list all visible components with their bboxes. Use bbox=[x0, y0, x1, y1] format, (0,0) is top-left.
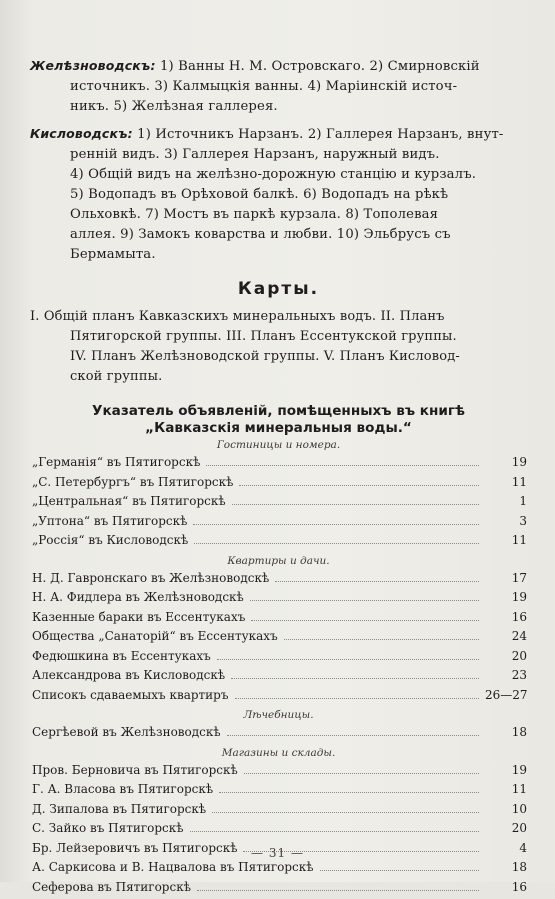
index-row bbox=[30, 782, 527, 802]
dot-leader bbox=[320, 870, 479, 871]
index-row bbox=[30, 610, 527, 630]
page-reference: 18 bbox=[485, 860, 527, 874]
index-row bbox=[30, 590, 527, 610]
advertiser-label: Пров. Берновича въ Пятигорскѣ bbox=[32, 763, 238, 777]
index-heading-line1: Указатель объявленій, помѣщенныхъ въ книгѣ bbox=[30, 403, 527, 420]
dot-leader bbox=[217, 659, 479, 660]
page-reference: 20 bbox=[485, 649, 527, 663]
dot-leader bbox=[190, 831, 479, 832]
entry-line: 4) Общій видъ на желѣзно-дорожную станцію и курзалъ. bbox=[30, 165, 527, 185]
advertiser-label: Сеферова въ Пятигорскѣ bbox=[32, 880, 191, 894]
dot-leader bbox=[250, 600, 479, 601]
entry-first-line: 1) Ванны Н. М. Островскаго. 2) Смирновскій bbox=[156, 59, 480, 74]
dot-leader bbox=[227, 735, 479, 736]
index-row bbox=[30, 494, 527, 514]
page-reference: 11 bbox=[485, 475, 527, 489]
place-name: Желѣзноводскъ: bbox=[30, 58, 156, 73]
entry-line: источникъ. 3) Калмыцкія ванны. 4) Маріинскій источ- bbox=[30, 77, 527, 97]
page-reference: 16 bbox=[485, 880, 527, 894]
advertiser-label: „Германія“ въ Пятигорскѣ bbox=[32, 455, 200, 469]
entry-first-line: 1) Источникъ Нарзанъ. 2) Галлерея Нарзанъ, внут- bbox=[133, 127, 504, 142]
page-reference: 26—27 bbox=[485, 688, 527, 702]
page-reference: 10 bbox=[485, 802, 527, 816]
dot-leader bbox=[244, 773, 479, 774]
dot-leader bbox=[232, 504, 479, 505]
entry-line: 5) Водопадъ въ Орѣховой балкѣ. 6) Водопадъ на рѣкѣ bbox=[30, 185, 527, 205]
page-reference: 23 bbox=[485, 668, 527, 682]
entry-line: никъ. 5) Желѣзная галлерея. bbox=[30, 97, 527, 117]
index-row bbox=[30, 802, 527, 822]
advertiser-label: С. Зайко въ Пятигорскѣ bbox=[32, 821, 184, 835]
dot-leader bbox=[206, 465, 479, 466]
index-section-title: Лѣчебницы. bbox=[30, 709, 527, 721]
advertiser-label: Бр. Лейзеровичъ въ Пятигорскѣ bbox=[32, 841, 237, 855]
advertiser-label: Федюшкина въ Ессентукахъ bbox=[32, 649, 211, 663]
maps-first-line: I. Общій планъ Кавказскихъ минеральныхъ водъ. II. Планъ bbox=[30, 309, 445, 324]
index-row bbox=[30, 649, 527, 669]
page-reference: 1 bbox=[485, 494, 527, 508]
page-reference: 19 bbox=[485, 455, 527, 469]
maps-list bbox=[30, 307, 527, 387]
index-row bbox=[30, 668, 527, 688]
dot-leader bbox=[197, 890, 479, 891]
index-section-title: Гостиницы и номера. bbox=[30, 439, 527, 451]
page-reference: 11 bbox=[485, 533, 527, 547]
index-heading-line2: „Кавказскія минеральныя воды.“ bbox=[30, 420, 527, 437]
page-reference: 16 bbox=[485, 610, 527, 624]
maps-line: ской группы. bbox=[30, 367, 527, 387]
index-row bbox=[30, 514, 527, 534]
advertiser-label: Д. Зипалова въ Пятигорскѣ bbox=[32, 802, 206, 816]
entry-line: Бермамыта. bbox=[30, 245, 527, 265]
photos-zheleznovodsk bbox=[30, 56, 527, 117]
page-reference: 24 bbox=[485, 629, 527, 643]
advertiser-label: Казенные бараки въ Ессентукахъ bbox=[32, 610, 245, 624]
advertiser-label: Г. А. Власова въ Пятигорскѣ bbox=[32, 782, 213, 796]
advertiser-label: „Уптона“ въ Пятигорскѣ bbox=[32, 514, 187, 528]
page-reference: 3 bbox=[485, 514, 527, 528]
maps-heading: Карты. bbox=[30, 279, 527, 299]
place-name: Кисловодскъ: bbox=[30, 126, 133, 141]
dot-leader bbox=[219, 792, 479, 793]
entry-line: Ольховкѣ. 7) Мостъ въ паркѣ курзала. 8) Тополевая bbox=[30, 205, 527, 225]
page-number: — 31 — bbox=[0, 846, 555, 860]
index-row bbox=[30, 821, 527, 841]
advertiser-label: Н. А. Фидлера въ Желѣзноводскѣ bbox=[32, 590, 244, 604]
page-reference: 4 bbox=[485, 841, 527, 855]
dot-leader bbox=[212, 812, 479, 813]
dot-leader bbox=[231, 678, 479, 679]
dot-leader bbox=[239, 485, 479, 486]
advertiser-label: „Россія“ въ Кисловодскѣ bbox=[32, 533, 188, 547]
maps-line: IV. Планъ Желѣзноводской группы. V. Планъ Кисловод- bbox=[30, 347, 527, 367]
advertiser-label: „С. Петербургъ“ въ Пятигорскѣ bbox=[32, 475, 233, 489]
maps-line: Пятигорской группы. III. Планъ Ессентукской группы. bbox=[30, 327, 527, 347]
dot-leader bbox=[235, 698, 480, 699]
entry-line: аллея. 9) Замокъ коварства и любви. 10) Эльбрусъ съ bbox=[30, 225, 527, 245]
index-row bbox=[30, 629, 527, 649]
dot-leader bbox=[251, 620, 479, 621]
photos-kislovodsk bbox=[30, 124, 527, 265]
page-reference: 11 bbox=[485, 782, 527, 796]
index-row bbox=[30, 763, 527, 783]
index-heading bbox=[30, 403, 527, 437]
index-row bbox=[30, 688, 527, 708]
dot-leader bbox=[194, 543, 479, 544]
advertiser-label: Общества „Санаторій“ въ Ессентукахъ bbox=[32, 629, 278, 643]
index-section-title: Квартиры и дачи. bbox=[30, 555, 527, 567]
entry-line: ренній видъ. 3) Галлерея Нарзанъ, наружный видъ. bbox=[30, 145, 527, 165]
index-row bbox=[30, 455, 527, 475]
index-row bbox=[30, 880, 527, 899]
page-reference: 18 bbox=[485, 725, 527, 739]
page-reference: 20 bbox=[485, 821, 527, 835]
index-section-title: Магазины и склады. bbox=[30, 747, 527, 759]
index-row bbox=[30, 725, 527, 745]
advertiser-label: Александрова въ Кисловодскѣ bbox=[32, 668, 225, 682]
advertiser-label: Списокъ сдаваемыхъ квартиръ bbox=[32, 688, 229, 702]
index-row bbox=[30, 533, 527, 553]
dot-leader bbox=[284, 639, 479, 640]
index-row bbox=[30, 475, 527, 495]
advertiser-label: Сергѣевой въ Желѣзноводскѣ bbox=[32, 725, 221, 739]
index-row bbox=[30, 571, 527, 591]
page-reference: 19 bbox=[485, 590, 527, 604]
page-reference: 17 bbox=[485, 571, 527, 585]
dot-leader bbox=[193, 524, 479, 525]
advertiser-label: А. Саркисова и В. Нацвалова въ Пятигорскѣ bbox=[32, 860, 314, 874]
page-reference: 19 bbox=[485, 763, 527, 777]
advertiser-label: „Центральная“ въ Пятигорскѣ bbox=[32, 494, 226, 508]
index-row bbox=[30, 860, 527, 880]
dot-leader bbox=[275, 581, 479, 582]
advertiser-label: Н. Д. Гавронскаго въ Желѣзноводскѣ bbox=[32, 571, 269, 585]
index-sections bbox=[30, 439, 527, 899]
